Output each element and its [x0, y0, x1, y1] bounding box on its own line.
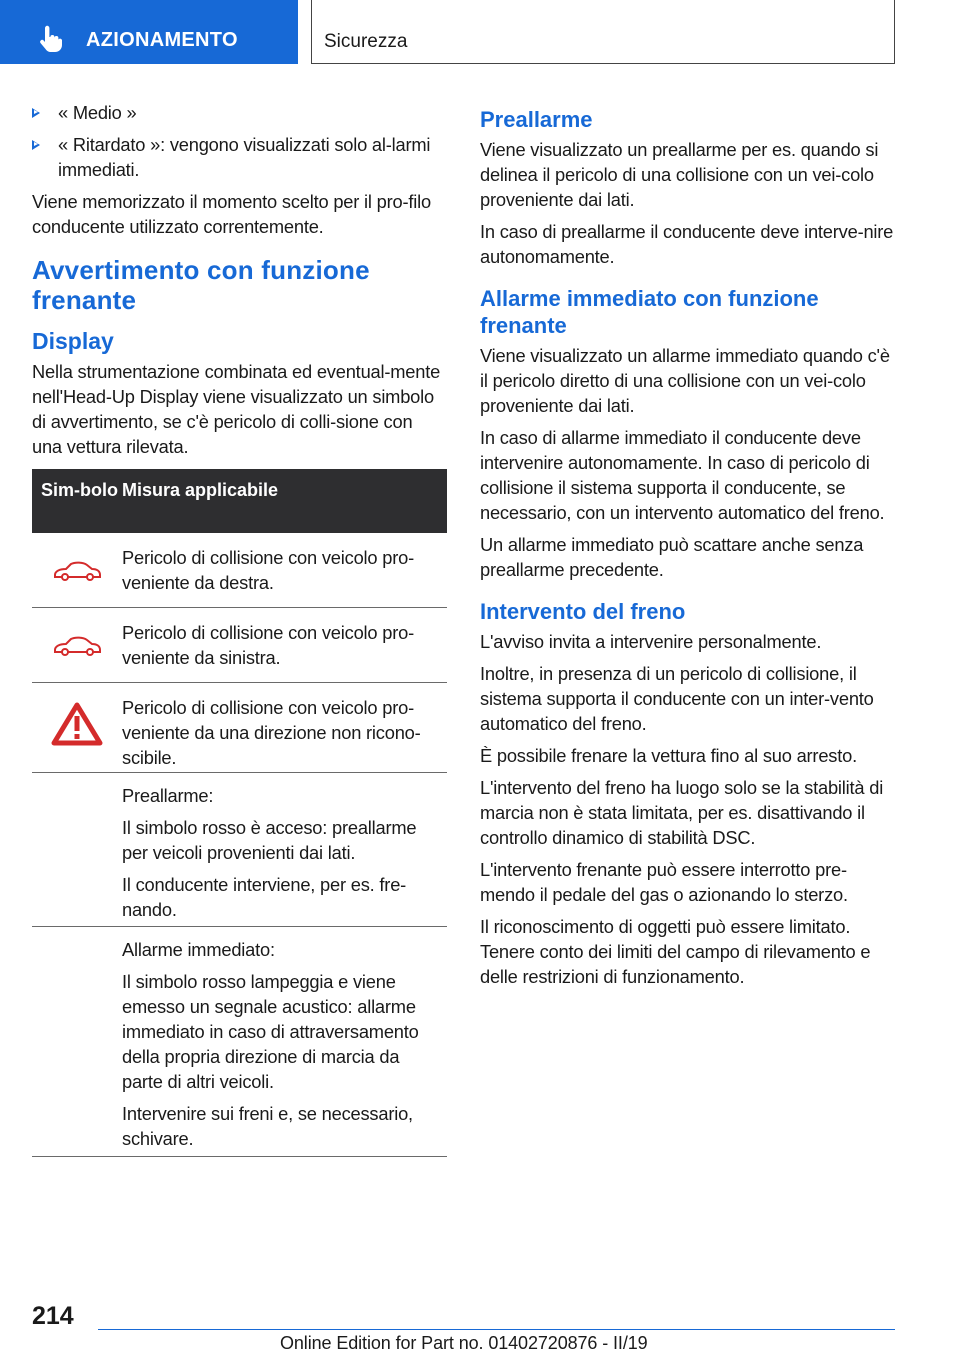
table-row	[32, 608, 447, 683]
cell-text: Allarme immediato:	[122, 939, 275, 960]
paragraph: Inoltre, in presenza di un pericolo di collisione, il sistema supporta il conducente con un inter-vento automatico del freno.	[480, 663, 874, 734]
section-heading: Avvertimento con funzione frenante	[32, 255, 370, 315]
cell-text: Pericolo di collisione con veicolo pro-veniente da destra.	[122, 547, 414, 593]
paragraph: Nella strumentazione combinata ed eventual-mente nell'Head-Up Display viene visualizzato un simbolo di avvertimento, se c'è pericolo di colli-sione con una vettura rilevata.	[32, 361, 441, 457]
subsection-heading: Intervento del freno	[480, 599, 686, 624]
cell-text: Pericolo di collisione con veicolo pro-veniente da sinistra.	[122, 622, 414, 668]
list-item	[0, 132, 447, 182]
paragraph: Viene visualizzato un allarme immediato quando c'è il pericolo diretto di una collisione con un vei-colo proveniente dai lati.	[480, 345, 890, 416]
paragraph: Viene visualizzato un preallarme per es. quando si delinea il pericolo di una collisione con un vei-colo proveniente dai lati.	[480, 139, 879, 210]
table-row	[32, 533, 447, 608]
subsection-heading: Preallarme	[480, 107, 593, 132]
paragraph: Un allarme immediato può scattare anche senza preallarme precedente.	[480, 534, 864, 580]
bullet-text: « Medio »	[58, 102, 137, 123]
paragraph: In caso di preallarme il conducente deve interve-nire autonomamente.	[480, 221, 894, 267]
bullet-triangle-icon	[32, 108, 40, 118]
bullet-text: « Ritardato »: vengono visualizzati solo al-larmi immediati.	[58, 134, 431, 180]
chapter-title: Sicurezza	[324, 31, 408, 52]
paragraph: Viene memorizzato il momento scelto per il pro-filo conducente utilizzato correntemente.	[32, 191, 431, 237]
paragraph: L'intervento del freno ha luogo solo se la stabilità di marcia non è stata limitata, per es. disattivando il controllo dinamico di stabilità DSC.	[480, 777, 884, 848]
cell-text: Pericolo di collisione con veicolo pro-veniente da una direzione non ricono-scibile.	[122, 697, 421, 768]
cell-text: Il simbolo rosso lampeggia e viene emesso un segnale acustico: allarme immediato in caso di attraversamento della propria direzione di marcia da parte di altri veicoli.	[122, 971, 419, 1092]
warning-triangle-icon	[50, 701, 104, 747]
paragraph: Il riconoscimento di oggetti può essere limitato. Tenere conto dei limiti del campo di rilevamento e delle restrizioni di funzionamento.	[480, 916, 871, 987]
left-column	[32, 100, 447, 1157]
bullet-triangle-icon	[32, 140, 40, 150]
footer-divider	[98, 1329, 895, 1330]
section-label: AZIONAMENTO	[86, 29, 238, 51]
cell-text: Intervenire sui freni e, se necessario, schivare.	[122, 1103, 413, 1149]
cell-text: Preallarme:	[122, 785, 214, 806]
page-number: 214	[32, 1302, 74, 1330]
list-item	[0, 100, 447, 125]
subsection-heading: Allarme immediato con funzione frenante	[480, 286, 819, 338]
paragraph: In caso di allarme immediato il conducente deve intervenire autonomamente. In caso di pericolo di collisione il sistema supporta il conducente, se necessario, con un intervento automatico del freno.	[480, 427, 885, 523]
column-header-symbol: Sim-bolo	[41, 480, 118, 500]
paragraph: L'intervento frenante può essere interrotto pre-mendo il pedale del gas o azionando lo sterzo.	[480, 859, 848, 905]
cell-text: Il conducente interviene, per es. fre-nando.	[122, 874, 407, 920]
subsection-heading: Display	[32, 328, 114, 354]
table-row	[32, 927, 447, 1157]
hand-pointer-icon	[36, 25, 64, 53]
paragraph: È possibile frenare la vettura fino al suo arresto.	[480, 745, 857, 766]
table-row	[32, 683, 447, 773]
section-tab	[0, 0, 298, 64]
table-row	[32, 773, 447, 927]
symbol-table	[32, 469, 447, 1157]
edition-note: Online Edition for Part no. 01402720876 - II/19	[280, 1333, 648, 1353]
car-left-icon	[52, 634, 102, 658]
table-header	[32, 469, 447, 533]
column-header-measure: Misura applicabile	[122, 480, 279, 500]
paragraph: L'avviso invita a intervenire personalmente.	[480, 631, 822, 652]
cell-text: Il simbolo rosso è acceso: preallarme per veicoli provenienti dai lati.	[122, 817, 417, 863]
right-column	[480, 100, 898, 996]
car-right-icon	[52, 559, 102, 583]
